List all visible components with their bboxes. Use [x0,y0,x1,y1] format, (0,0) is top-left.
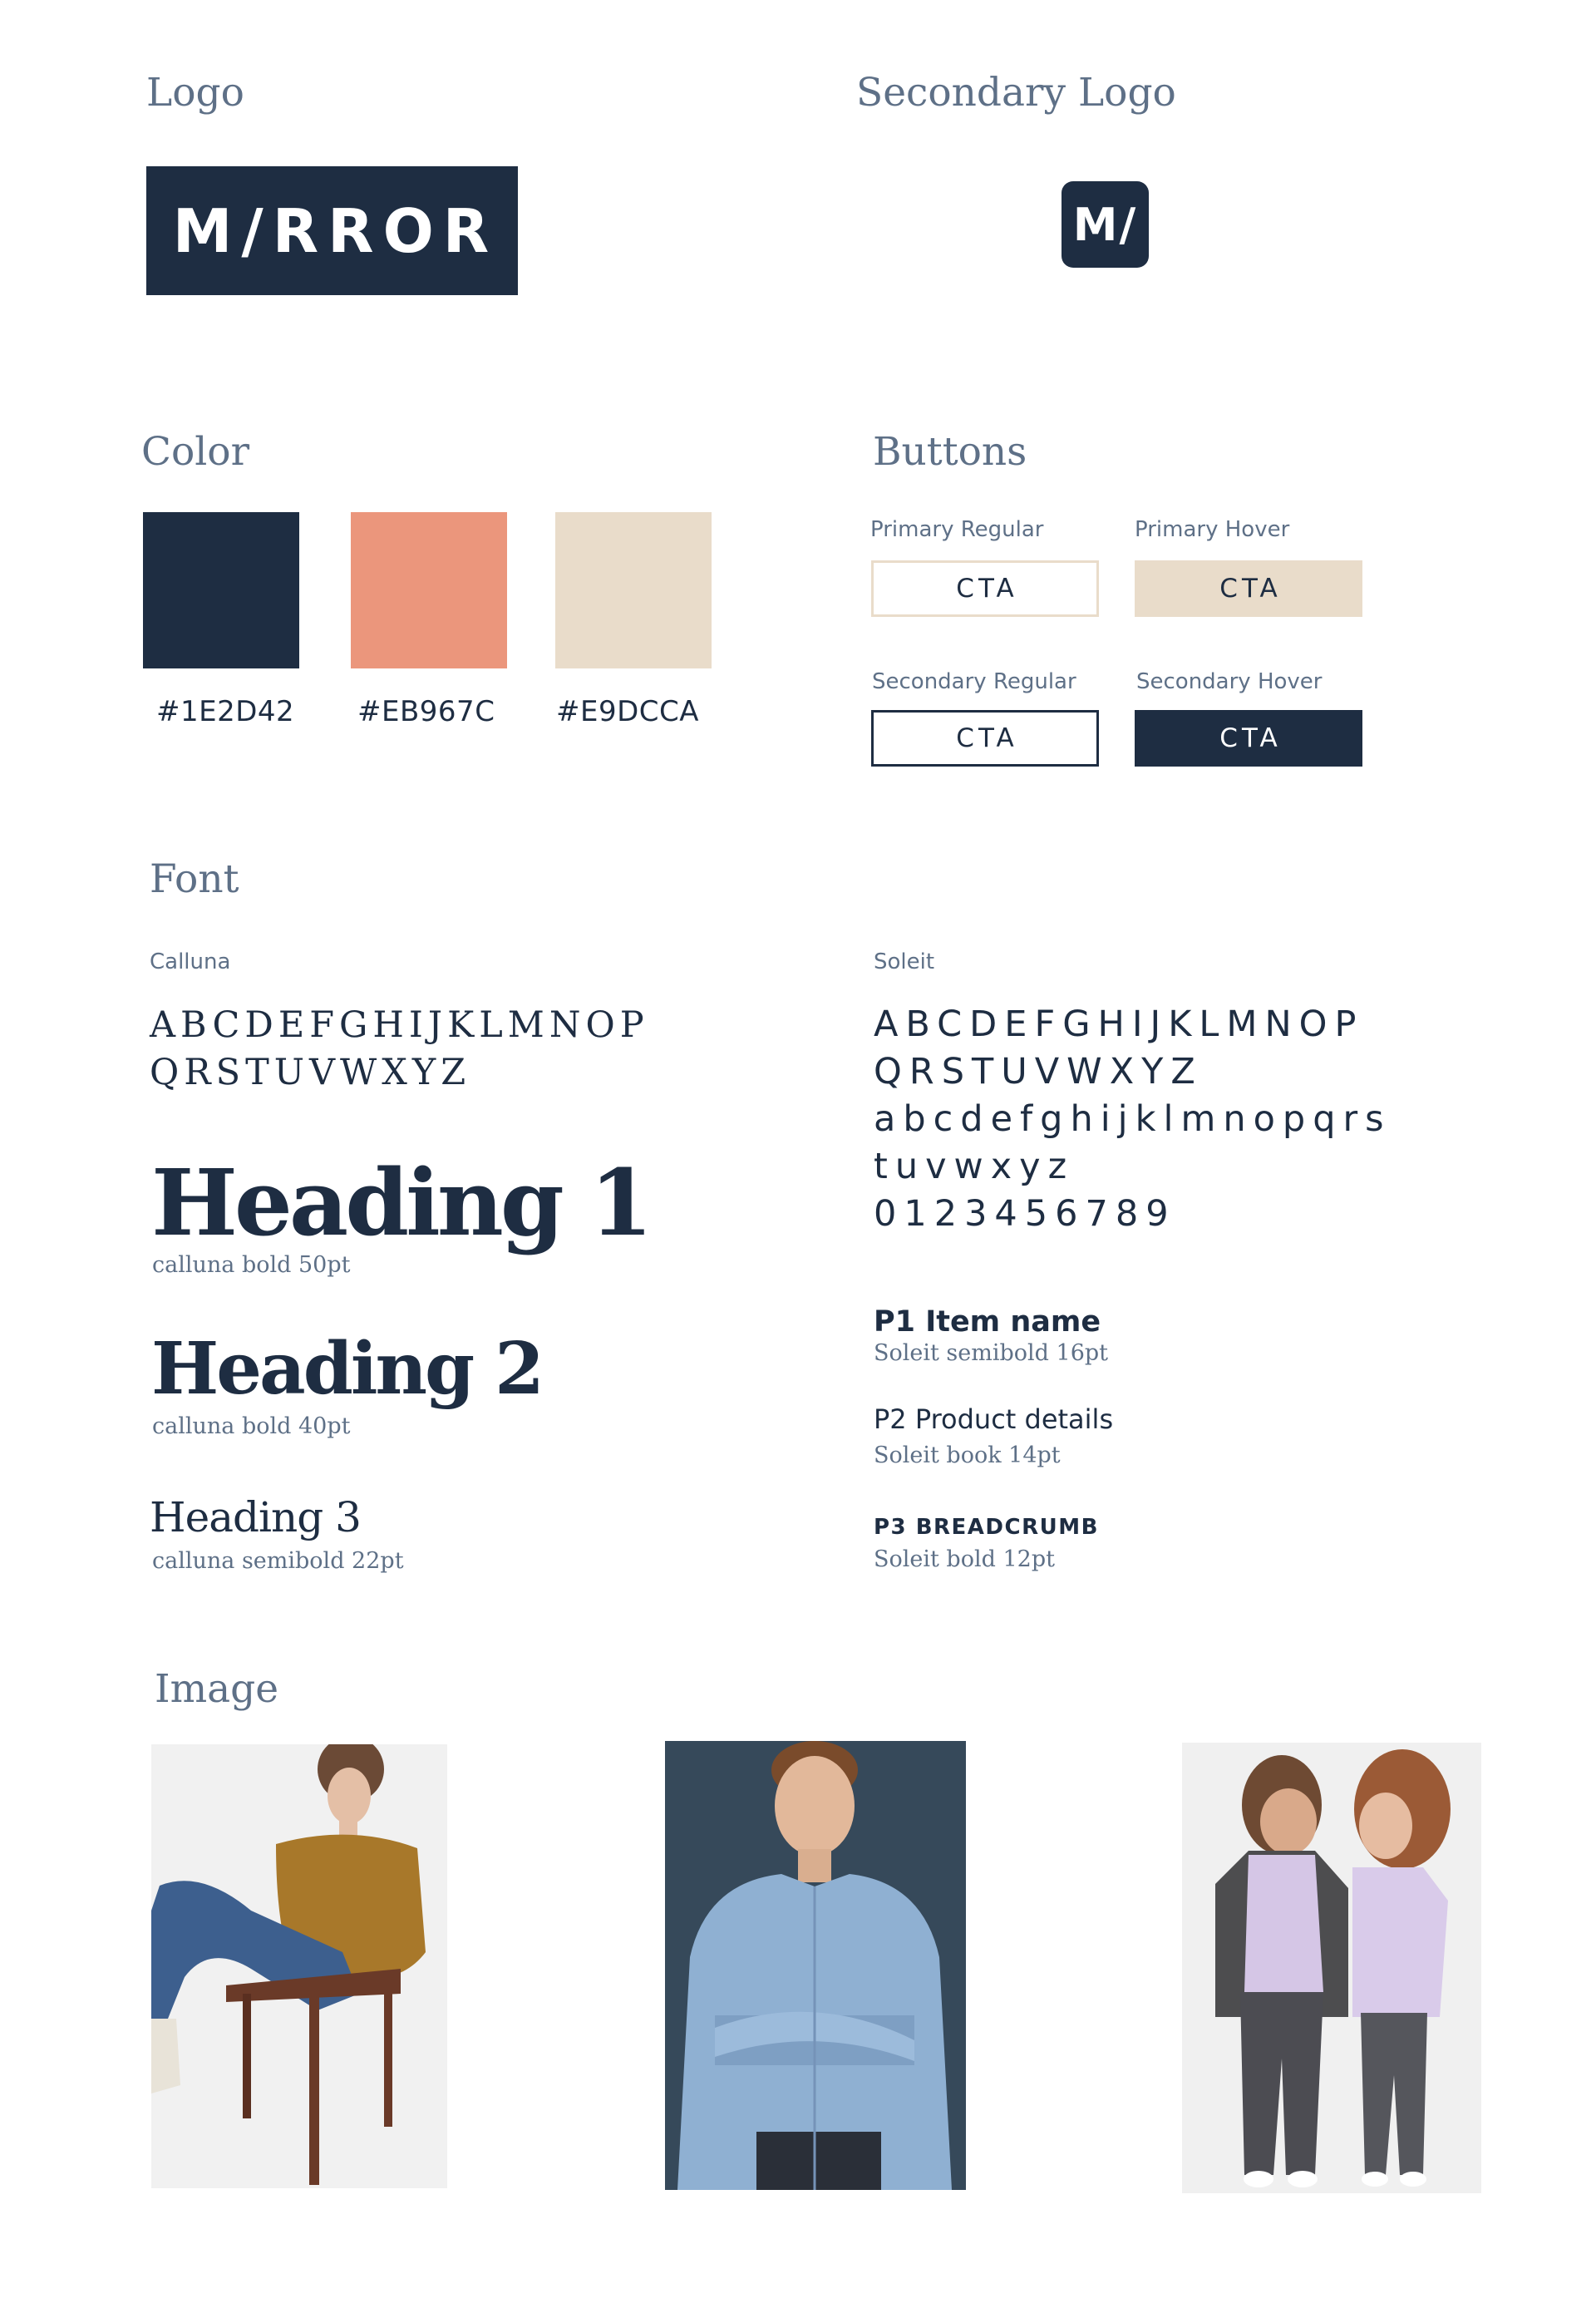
button-label-secondary-regular: Secondary Regular [872,669,1076,694]
sans-alphabet-line-4: tuvwxyz [874,1146,1075,1187]
secondary-logo-section-title: Secondary Logo [856,70,1176,116]
primary-logo: M/RROR [146,166,518,295]
color-swatch-coral [351,512,507,668]
heading-3-sample: Heading 3 [150,1493,361,1541]
button-label-primary-hover: Primary Hover [1135,517,1290,542]
buttons-section-title: Buttons [873,429,1027,475]
cta-button-secondary-regular[interactable]: CTA [871,710,1099,767]
photo-woman-on-chair [151,1744,447,2188]
heading-1-caption: calluna bold 50pt [152,1252,351,1278]
button-label-secondary-hover: Secondary Hover [1136,669,1323,694]
color-hex-coral: #EB967C [357,695,495,728]
color-swatch-sand [555,512,712,668]
photo-two-children [1182,1743,1481,2193]
heading-3-caption: calluna semibold 22pt [152,1548,404,1574]
p2-caption: Soleit book 14pt [874,1442,1061,1468]
sans-alphabet-line-1: ABCDEFGHIJKLMNOP [874,1004,1364,1045]
p3-caption: Soleit bold 12pt [874,1546,1055,1572]
serif-alphabet-line-2: QRSTUVWXYZ [150,1052,471,1093]
cta-button-secondary-hover[interactable]: CTA [1135,710,1362,767]
cta-button-primary-regular[interactable]: CTA [871,560,1099,617]
photo-man-denim-shirt [665,1741,966,2190]
color-swatch-navy [143,512,299,668]
color-hex-navy: #1E2D42 [156,695,295,728]
secondary-logo-mark: M/ [1062,181,1149,268]
sans-font-name: Soleit [874,949,935,974]
sans-alphabet-line-5: 0123456789 [874,1193,1176,1235]
heading-1-sample: Heading 1 [151,1149,650,1256]
cta-button-primary-hover[interactable]: CTA [1135,560,1362,617]
color-hex-sand: #E9DCCA [556,695,700,728]
serif-alphabet-line-1: ABCDEFGHIJKLMNOP [150,1004,649,1046]
p2-sample: P2 Product details [874,1403,1114,1435]
sans-alphabet-line-2: QRSTUVWXYZ [874,1051,1203,1092]
p1-sample: P1 Item name [874,1305,1101,1339]
logo-section-title: Logo [146,70,244,116]
heading-2-sample: Heading 2 [151,1327,542,1411]
p3-sample: P3 BREADCRUMB [874,1515,1099,1540]
button-label-primary-regular: Primary Regular [870,517,1044,542]
image-section-title: Image [155,1666,279,1712]
color-section-title: Color [141,429,250,475]
heading-2-caption: calluna bold 40pt [152,1413,351,1439]
sans-alphabet-line-3: abcdefghijklmnopqrs [874,1098,1392,1140]
serif-font-name: Calluna [150,949,231,974]
p1-caption: Soleit semibold 16pt [874,1340,1109,1366]
font-section-title: Font [150,856,239,902]
